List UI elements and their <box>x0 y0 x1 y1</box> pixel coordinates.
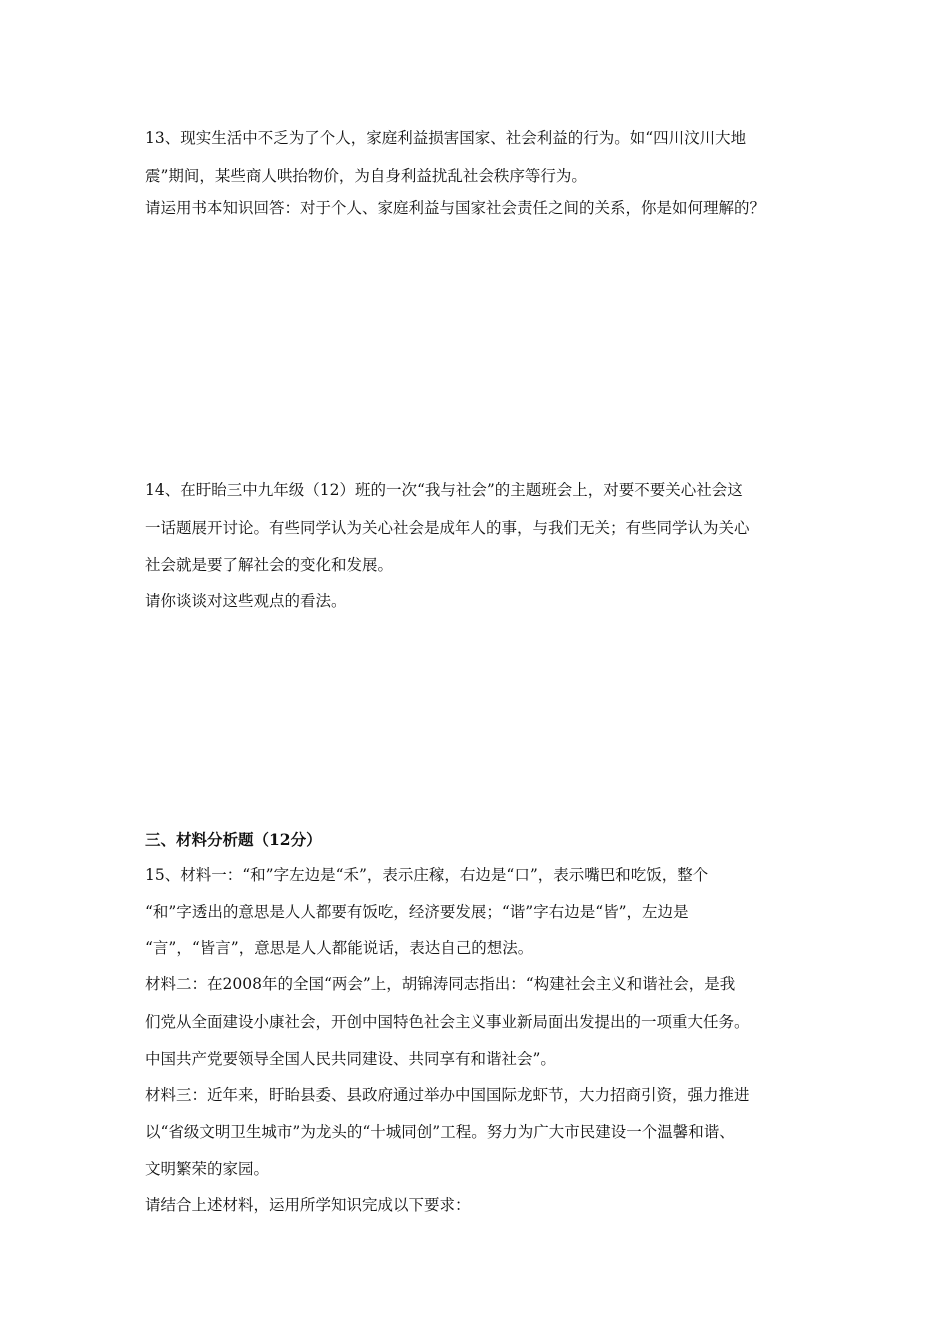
q13-line-2: 震”期间，某些商人哄抬物价，为自身利益扰乱社会秩序等行为。 <box>145 167 587 185</box>
q13-line-3: 请运用书本知识回答：对于个人、家庭利益与国家社会责任之间的关系，你是如何理解的？ <box>145 199 766 217</box>
section-3-heading: 三、材料分析题（12分） <box>145 830 322 849</box>
q15-line-10: 请结合上述材料，运用所学知识完成以下要求： <box>145 1196 471 1214</box>
q15-line-8: 以“省级文明卫生城市”为龙头的“十城同创”工程。努力为广大市民建设一个温馨和谐、 <box>145 1123 735 1141</box>
q15-line-9: 文明繁荣的家园。 <box>145 1160 270 1178</box>
q15-line-3: “言”，“皆言”，意思是人人都能说话，表达自己的想法。 <box>145 939 534 957</box>
q14-line-2: 一话题展开讨论。有些同学认为关心社会是成年人的事，与我们无关；有些同学认为关心 <box>145 519 750 537</box>
q15-line-2: “和”字透出的意思是人人都要有饭吃，经济要发展；“谐”字右边是“皆”，左边是 <box>145 903 689 921</box>
q15-line-6: 中国共产党要领导全国人民共同建设、共同享有和谐社会”。 <box>145 1050 556 1068</box>
q14-line-3: 社会就是要了解社会的变化和发展。 <box>145 556 394 574</box>
q13-line-1: 13、现实生活中不乏为了个人，家庭利益损害国家、社会利益的行为。如“四川汶川大地 <box>145 129 747 147</box>
q14-line-1: 14、在盱眙三中九年级（12）班的一次“我与社会”的主题班会上，对要不要关心社会这 <box>145 481 743 499</box>
q14-line-4: 请你谈谈对这些观点的看法。 <box>145 592 347 610</box>
q15-line-5: 们党从全面建设小康社会，开创中国特色社会主义事业新局面出发提出的一项重大任务。 <box>145 1013 750 1031</box>
q15-line-1: 15、材料一：“和”字左边是“禾”，表示庄稼，右边是“口”，表示嘴巴和吃饭，整个 <box>145 866 709 884</box>
q15-line-7: 材料三：近年来，盱眙县委、县政府通过举办中国国际龙虾节，大力招商引资，强力推进 <box>145 1086 750 1104</box>
q15-line-4: 材料二：在2008年的全国“两会”上，胡锦涛同志指出：“构建社会主义和谐社会，是我 <box>145 975 736 993</box>
